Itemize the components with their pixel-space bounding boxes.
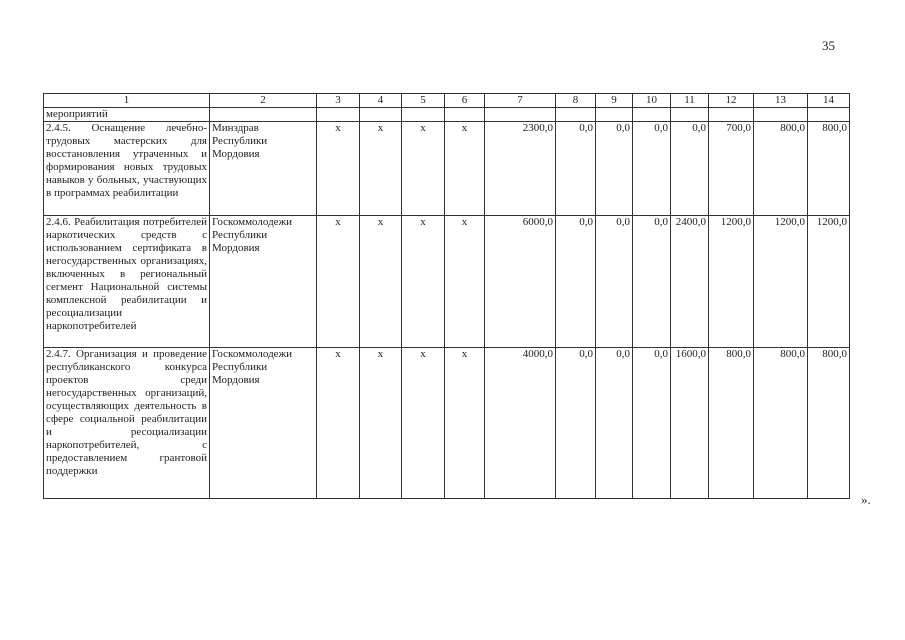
table-cell: х xyxy=(445,122,485,216)
table-cell: 1600,0 xyxy=(671,348,709,499)
table-cell: 0,0 xyxy=(633,122,671,216)
table-row xyxy=(44,108,850,122)
table-cell: 800,0 xyxy=(808,348,850,499)
table-cell: 0,0 xyxy=(596,216,633,348)
column-header: 14 xyxy=(808,94,850,108)
program-table xyxy=(43,93,850,499)
column-header: 4 xyxy=(360,94,402,108)
cell-executor: Госкоммолодежи Республики Мордовия xyxy=(210,216,317,348)
cell-executor: Госкоммолодежи Республики Мордовия xyxy=(210,348,317,499)
table-cell: 0,0 xyxy=(556,122,596,216)
table-cell: х xyxy=(402,122,445,216)
column-header: 8 xyxy=(556,94,596,108)
table-cell: х xyxy=(317,348,360,499)
table-cell: 0,0 xyxy=(556,348,596,499)
column-header: 13 xyxy=(754,94,808,108)
table-cell: х xyxy=(402,216,445,348)
table-cell xyxy=(445,108,485,122)
cell-executor xyxy=(210,108,317,122)
cell-description: 2.4.7. Организация и проведение республиканского конкурса проектов среди негосударственных организаций, осуществляющих деятельность в сфере социальной реабилитации и ресоциализации наркопотребителей, с предоставлением грантовой поддержки xyxy=(44,348,210,499)
cell-description: 2.4.6. Реабилитация потребителей наркотических средств с использованием сертификата в негосударственных организациях, включенных в региональный сегмент Национальной системы комплексной реабилитации и ресоциализации наркопотребителей xyxy=(44,216,210,348)
cell-description: 2.4.5. Оснащение лечебно-трудовых мастерских для восстановления утраченных и формирования новых трудовых навыков у больных, участвующих в программах реабилитации xyxy=(44,122,210,216)
table-cell: х xyxy=(360,122,402,216)
column-header: 3 xyxy=(317,94,360,108)
column-header: 6 xyxy=(445,94,485,108)
table-cell: 800,0 xyxy=(808,122,850,216)
table-cell xyxy=(556,108,596,122)
table-cell: 0,0 xyxy=(596,348,633,499)
table-cell: х xyxy=(360,348,402,499)
table-row xyxy=(44,122,850,216)
table-cell xyxy=(754,108,808,122)
table-cell: х xyxy=(360,216,402,348)
table-cell: 2400,0 xyxy=(671,216,709,348)
column-header: 9 xyxy=(596,94,633,108)
closing-quote-mark: ». xyxy=(861,492,871,507)
table-cell: 0,0 xyxy=(633,348,671,499)
table-cell: 2300,0 xyxy=(485,122,556,216)
column-header: 10 xyxy=(633,94,671,108)
table-cell: 0,0 xyxy=(556,216,596,348)
column-header: 7 xyxy=(485,94,556,108)
column-header: 11 xyxy=(671,94,709,108)
cell-executor: Минздрав Республики Мордовия xyxy=(210,122,317,216)
table-cell xyxy=(317,108,360,122)
table-cell xyxy=(709,108,754,122)
table-row xyxy=(44,348,850,499)
table-cell: 800,0 xyxy=(754,348,808,499)
column-header: 1 xyxy=(44,94,210,108)
column-header: 5 xyxy=(402,94,445,108)
table-cell: 800,0 xyxy=(754,122,808,216)
table-cell: 1200,0 xyxy=(754,216,808,348)
table-cell xyxy=(671,108,709,122)
table-cell xyxy=(808,108,850,122)
table-cell: 4000,0 xyxy=(485,348,556,499)
table-cell: х xyxy=(445,348,485,499)
column-header: 12 xyxy=(709,94,754,108)
table-cell xyxy=(596,108,633,122)
table-cell: 1200,0 xyxy=(709,216,754,348)
table-cell xyxy=(485,108,556,122)
table-cell: 6000,0 xyxy=(485,216,556,348)
table-cell xyxy=(360,108,402,122)
header-row xyxy=(44,94,850,108)
table-cell: 0,0 xyxy=(633,216,671,348)
table-cell: 1200,0 xyxy=(808,216,850,348)
table-row xyxy=(44,216,850,348)
cell-description: мероприятий xyxy=(44,108,210,122)
table-cell xyxy=(633,108,671,122)
table-cell: х xyxy=(317,122,360,216)
table-cell: х xyxy=(317,216,360,348)
table-cell: х xyxy=(402,348,445,499)
table-cell: 0,0 xyxy=(671,122,709,216)
column-header: 2 xyxy=(210,94,317,108)
table-cell: 700,0 xyxy=(709,122,754,216)
table-cell xyxy=(402,108,445,122)
table-cell: 0,0 xyxy=(596,122,633,216)
table-cell: 800,0 xyxy=(709,348,754,499)
table-cell: х xyxy=(445,216,485,348)
page-number: 35 xyxy=(822,38,835,53)
